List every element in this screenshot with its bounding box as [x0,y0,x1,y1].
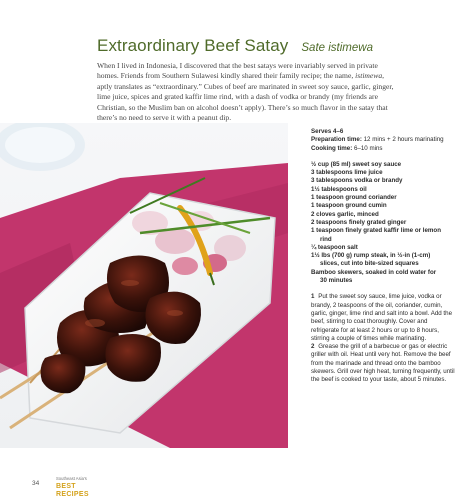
book-brand-logo [56,475,89,499]
satay-photo-illustration [0,123,288,448]
prep-time [311,136,457,144]
recipe-title: Extraordinary Beef Satay [97,36,289,55]
prep-value: 12 mins + 2 hours marinating [361,136,444,144]
method-steps [311,293,457,384]
ingredient-item: ½ cup (85 ml) sweet soy sauce [311,160,402,168]
intro-text-2: , aptly translates as “extraordinary.” Cubes of beef are marinated in sweet soy sauce, garlic, ginger, lime juice, spices and grated kaffir lime rind, with a dash of vodka or brandy (my friends are Christian, so the Muslim ban on alcohol doesn’t apply). There’s so much flavor in the satay that there’s no need to serve it with a peanut dip. [97,71,394,123]
title-row [97,36,437,58]
ingredient-item: ¼ teaspoon salt [311,243,358,251]
ingredient-item: 3 tablespoons lime juice [311,169,383,177]
intro-paragraph [97,61,397,123]
method-step [311,343,457,384]
step-text: Grease the grill of a barbecue or gas or electric griller with oil. Heat until very hot. Remove the beef from the marinade and thread onto the bamboo skewers. Grill over high heat, turning frequently, until the beef is cooked to your taste, about 5 minutes. [311,343,455,384]
serves: Serves 4–6 [311,128,344,135]
ingredient-item: 1½ tablespoons oil [311,185,367,193]
ingredient-item: rind [320,235,332,243]
ingredient-item: 1 teaspoon ground coriander [311,194,397,202]
ingredient-list [311,161,457,285]
ingredient-item: 2 cloves garlic, minced [311,210,379,218]
ingredient-item: 1½ lbs (700 g) rump steak, in ½-in (1-cm) [311,252,431,260]
recipe-details [311,128,457,385]
step-number: 2 [311,343,315,351]
method-step [311,293,457,343]
intro-italic: istimewa [355,71,383,81]
ingredient-item: 30 minutes [320,277,353,285]
ingredient-item: 3 tablespoons vodka or brandy [311,177,403,185]
cook-value: 6–10 mins [352,144,383,152]
ingredient-item: 2 teaspoons finely grated ginger [311,218,407,226]
step-number: 1 [311,293,315,301]
cook-label: Cooking time: [311,144,353,152]
page-number: 34 [32,480,40,487]
step-text: Put the sweet soy sauce, lime juice, vodka or brandy, 2 teaspoons of the oil, coriander, cumin, garlic, ginger, lime rind and salt into a bowl. Add the beef, stirring to coat thoroughly. Cover and refrigerate for at least 2 hours or up to 8 hours, stirring a couple of times while marinating. [311,293,453,342]
ingredient-item: 1 teaspoon finely grated kaffir lime or lemon [311,227,441,235]
brand-bottom-text: BEST RECIPES [56,483,89,498]
recipe-subtitle: Sate istimewa [301,42,373,54]
cook-time [311,145,457,153]
brand-top-text: Southeast Asia's [56,476,87,481]
food-photo [0,123,288,448]
intro-text-1: When I lived in Indonesia, I discovered that the best satays were invariably served in private homes. Friends from Southern Sulawesi kindly shared their family recipe; the name, [97,61,378,81]
ingredient-item: Bamboo skewers, soaked in cold water for [311,268,437,276]
ingredient-item: 1 teaspoon ground cumin [311,202,387,210]
prep-label: Preparation time: [311,136,362,144]
ingredient-item: slices, cut into bite-sized squares [320,260,419,268]
